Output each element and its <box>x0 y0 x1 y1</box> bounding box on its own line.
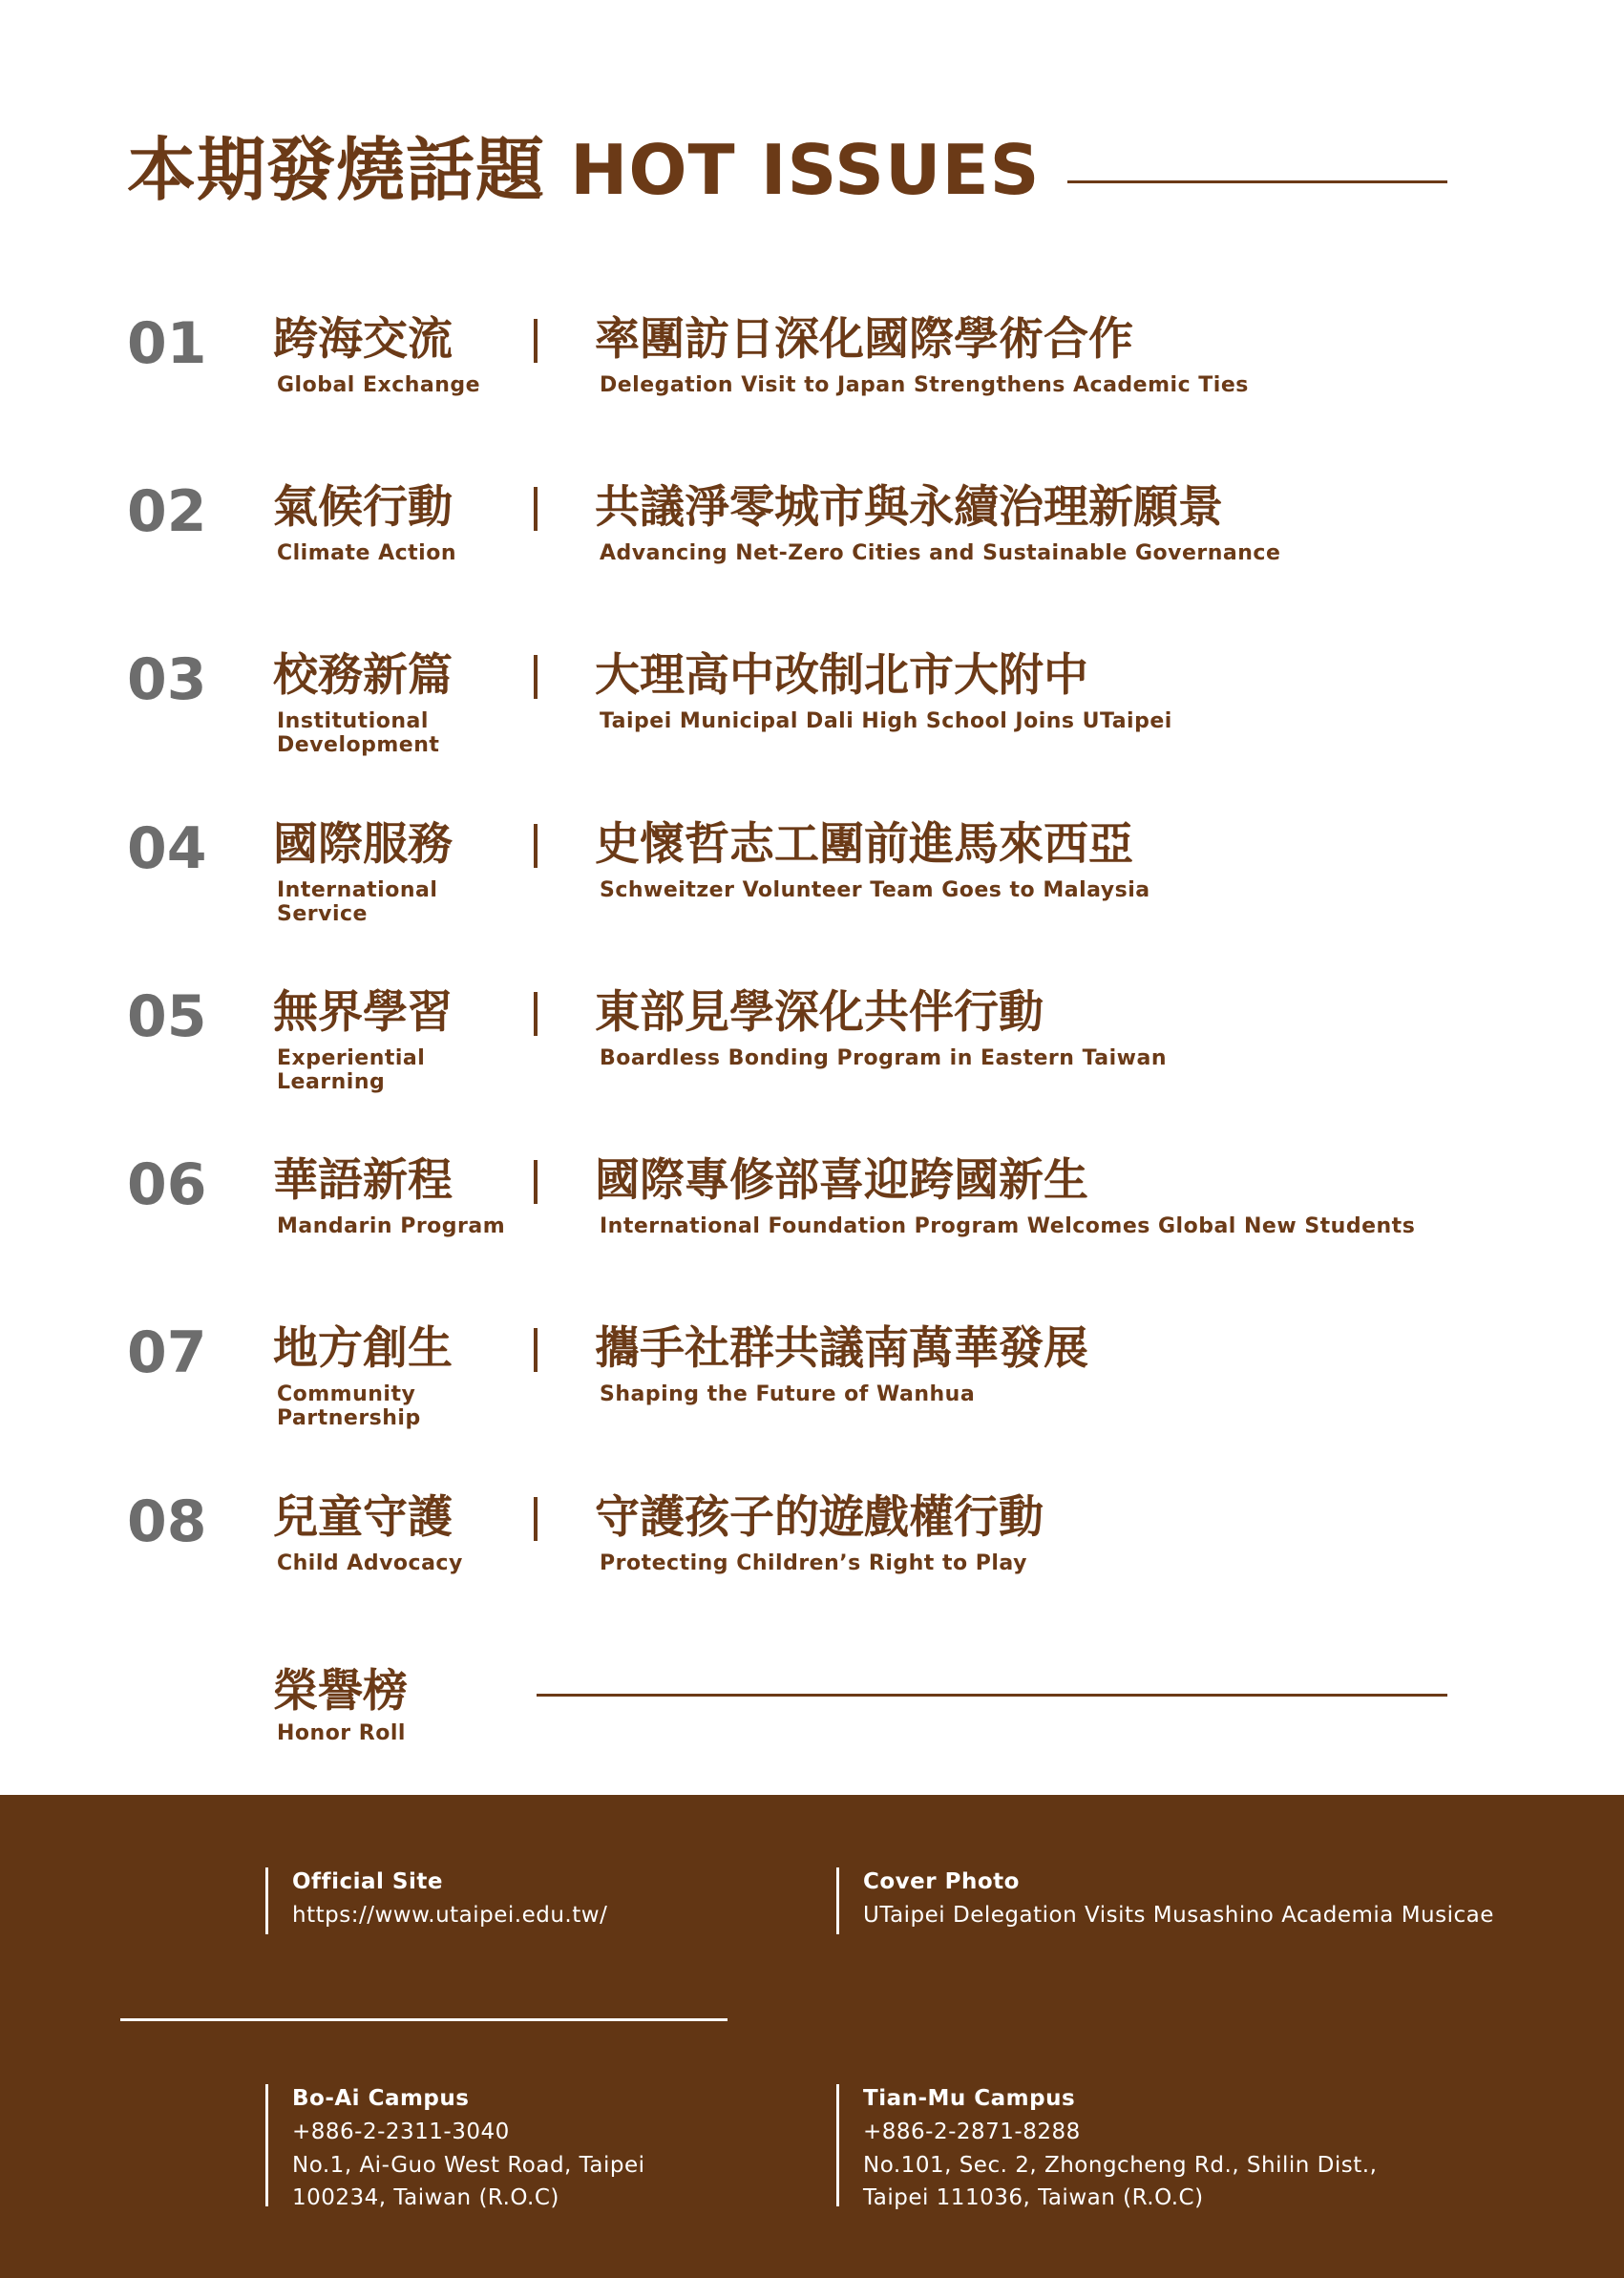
footer-divider <box>120 2018 728 2021</box>
issue-item[interactable] <box>0 478 1624 626</box>
issue-item[interactable] <box>0 1151 1624 1299</box>
issue-number: 02 <box>127 478 207 545</box>
issue-item[interactable] <box>0 1488 1624 1636</box>
issue-category-en: Child Advocacy <box>277 1551 463 1575</box>
issue-divider <box>534 319 538 363</box>
issue-title-en[interactable]: Schweitzer Volunteer Team Goes to Malaysia <box>600 878 1150 902</box>
issue-category-en: Mandarin Program <box>277 1214 506 1238</box>
boai-campus-bar <box>265 2084 268 2206</box>
issue-title-zh[interactable]: 國際專修部喜迎跨國新生 <box>595 1154 1088 1207</box>
issue-number: 07 <box>127 1319 207 1386</box>
footer <box>0 1795 1624 2278</box>
tianmu-campus-phone: +886-2-2871-8288 <box>863 2120 1081 2144</box>
issue-title-en[interactable]: Boardless Bonding Program in Eastern Taiwan <box>600 1046 1167 1070</box>
issue-title-zh[interactable]: 率團訪日深化國際學術合作 <box>595 313 1133 366</box>
honor-roll-divider <box>537 1694 1447 1697</box>
issue-title-zh[interactable]: 攜手社群共議南萬華發展 <box>595 1322 1088 1375</box>
issue-title-en[interactable]: Delegation Visit to Japan Strengthens Academic Ties <box>600 373 1249 397</box>
issue-number: 03 <box>127 646 207 713</box>
tianmu-campus-address-line2: Taipei 111036, Taiwan (R.O.C) <box>863 2185 1204 2210</box>
cover-photo-caption: UTaipei Delegation Visits Musashino Academia Musicae <box>863 1903 1494 1928</box>
official-site-bar <box>265 1867 268 1934</box>
cover-photo-bar <box>836 1867 839 1934</box>
issue-item[interactable] <box>0 310 1624 458</box>
issue-item[interactable] <box>0 646 1624 794</box>
issue-item[interactable] <box>0 983 1624 1131</box>
honor-roll-title-en[interactable]: Honor Roll <box>277 1721 406 1745</box>
issue-divider <box>534 824 538 868</box>
issue-category-en: Experiential Learning <box>277 1046 426 1094</box>
issue-category-en: Climate Action <box>277 541 456 565</box>
issue-category-en: Institutional Development <box>277 709 440 757</box>
page-title: 本期發燒話題 HOT ISSUES <box>127 130 1041 210</box>
issue-divider <box>534 1160 538 1204</box>
issue-title-zh[interactable]: 史懷哲志工團前進馬來西亞 <box>595 818 1133 871</box>
issue-divider <box>534 992 538 1036</box>
issue-number: 04 <box>127 815 207 882</box>
issue-category-zh: 華語新程 <box>273 1154 453 1207</box>
issue-title-zh[interactable]: 大理高中改制北市大附中 <box>595 649 1088 702</box>
title-divider <box>1067 180 1447 183</box>
issue-divider <box>534 487 538 531</box>
issue-divider <box>534 1497 538 1541</box>
issue-title-en[interactable]: Advancing Net-Zero Cities and Sustainable Governance <box>600 541 1281 565</box>
issue-title-zh[interactable]: 守護孩子的遊戲權行動 <box>595 1491 1044 1544</box>
tianmu-campus-bar <box>836 2084 839 2206</box>
boai-campus-address-line1: No.1, Ai-Guo West Road, Taipei <box>292 2153 645 2178</box>
boai-campus-phone: +886-2-2311-3040 <box>292 2120 510 2144</box>
official-site-link[interactable]: https://www.utaipei.edu.tw/ <box>292 1903 608 1928</box>
issue-category-en: Community Partnership <box>277 1382 421 1430</box>
issue-category-zh: 氣候行動 <box>273 481 453 534</box>
tianmu-campus-address-line1: No.101, Sec. 2, Zhongcheng Rd., Shilin Dist., <box>863 2153 1378 2178</box>
issue-category-en: International Service <box>277 878 438 926</box>
issue-category-en: Global Exchange <box>277 373 481 397</box>
boai-campus-heading: Bo-Ai Campus <box>292 2086 470 2111</box>
issue-number: 01 <box>127 310 207 377</box>
issue-divider <box>534 1328 538 1372</box>
honor-roll-title-zh[interactable]: 榮譽榜 <box>273 1665 408 1718</box>
issue-item[interactable] <box>0 1319 1624 1467</box>
tianmu-campus-heading: Tian-Mu Campus <box>863 2086 1076 2111</box>
boai-campus-address-line2: 100234, Taiwan (R.O.C) <box>292 2185 559 2210</box>
issue-category-zh: 校務新篇 <box>273 649 453 702</box>
issue-category-zh: 無界學習 <box>273 986 453 1039</box>
issue-title-zh[interactable]: 共議淨零城市與永續治理新願景 <box>595 481 1223 534</box>
issue-title-en[interactable]: Taipei Municipal Dali High School Joins UTaipei <box>600 709 1172 733</box>
issue-category-zh: 兒童守護 <box>273 1491 453 1544</box>
issue-category-zh: 國際服務 <box>273 818 453 871</box>
cover-photo-heading: Cover Photo <box>863 1869 1020 1894</box>
issue-item[interactable] <box>0 815 1624 963</box>
issue-title-en[interactable]: Protecting Children’s Right to Play <box>600 1551 1027 1575</box>
issue-category-zh: 地方創生 <box>273 1322 453 1375</box>
issue-number: 06 <box>127 1151 207 1218</box>
issue-title-zh[interactable]: 東部見學深化共伴行動 <box>595 986 1044 1039</box>
official-site-heading: Official Site <box>292 1869 443 1894</box>
issue-title-en[interactable]: Shaping the Future of Wanhua <box>600 1382 976 1406</box>
issue-category-zh: 跨海交流 <box>273 313 453 366</box>
issue-title-en[interactable]: International Foundation Program Welcomes Global New Students <box>600 1214 1416 1238</box>
issue-number: 08 <box>127 1488 207 1555</box>
issue-number: 05 <box>127 983 207 1050</box>
issue-divider <box>534 655 538 699</box>
